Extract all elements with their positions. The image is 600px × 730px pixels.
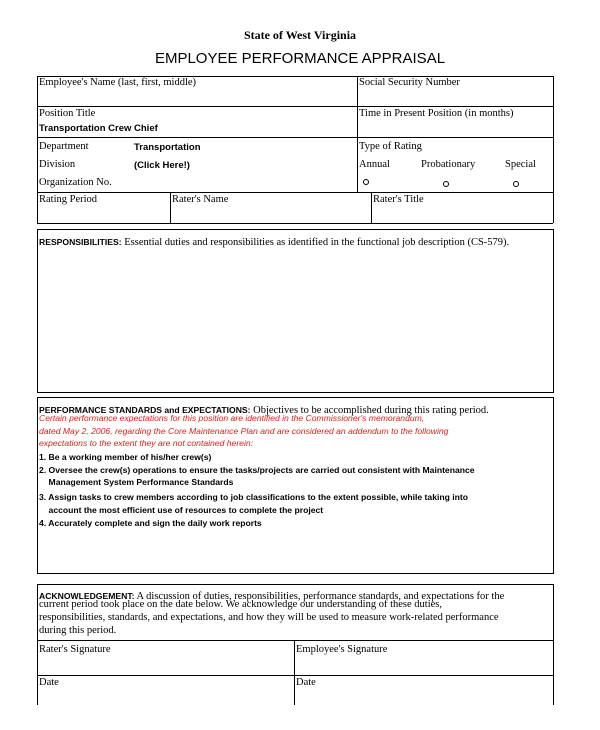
rating-type-special-label: Special (505, 159, 536, 170)
time-in-position-label: Time in Present Position (in months) (359, 108, 514, 119)
employees-signature-label: Employee's Signature (296, 644, 388, 655)
performance-intro: Objectives to be accomplished during this rating period. (250, 405, 489, 416)
acknowledgement-line-1: ACKNOWLEDGEMENT: A discussion of duties, responsibilities, performance standards, and expectations for the (39, 591, 505, 602)
organization-label: Organization No. (39, 177, 112, 188)
expectation-item-4: 4. Accurately complete and sign the daily work reports (39, 518, 262, 528)
expectation-item-2-cont: Management System Performance Standards (39, 477, 234, 487)
division-label: Division (39, 159, 76, 170)
department-value[interactable]: Transportation (134, 142, 201, 153)
probationary-radio[interactable] (443, 181, 449, 187)
department-label: Department (39, 141, 89, 152)
expectation-item-1: 1. Be a working member of his/her crew(s) (39, 452, 212, 462)
memo-note-line-3: expectations to the extent they are not contained herein: (39, 438, 254, 448)
employee-date-label: Date (296, 677, 316, 688)
responsibilities-box[interactable] (37, 229, 554, 393)
state-heading: State of West Virginia (243, 28, 357, 42)
rater-date-label: Date (39, 677, 59, 688)
type-of-rating-label: Type of Rating (359, 141, 422, 152)
special-radio[interactable] (513, 181, 519, 187)
ssn-label: Social Security Number (359, 77, 460, 88)
position-title-value[interactable]: Transportation Crew Chief (39, 123, 158, 134)
rating-period-label: Rating Period (39, 194, 98, 205)
rating-type-annual-label: Annual (359, 159, 390, 170)
annual-radio[interactable] (363, 179, 369, 185)
raters-name-label: Rater's Name (172, 194, 229, 205)
memo-note-line-2: dated May 2, 2006, regarding the Core Maintenance Plan and are considered an addendum to the following (39, 426, 449, 436)
raters-title-label: Rater's Title (373, 194, 424, 205)
division-value[interactable]: (Click Here!) (134, 160, 190, 171)
responsibilities-heading: RESPONSIBILITIES: (39, 237, 122, 247)
raters-signature-label: Rater's Signature (39, 644, 111, 655)
rating-type-probationary-label: Probationary (421, 159, 476, 170)
acknowledgement-line-4: during this period. (39, 625, 117, 636)
expectation-item-3-cont: account the most efficient use of resources to complete the project (39, 505, 324, 515)
position-title-label: Position Title (39, 108, 96, 119)
acknowledgement-line-2: current period took place on the date below. We acknowledge our understanding of these duties, (39, 599, 442, 610)
memo-note-line-1: Certain performance expectations for this position are identified in the Commissioner's memorandum, (39, 413, 425, 423)
performance-heading: PERFORMANCE STANDARDS and EXPECTATIONS: (39, 405, 251, 415)
form-title: EMPLOYEE PERFORMANCE APPRAISAL (154, 50, 446, 67)
acknowledgement-line-3: responsibilities, standards, and expectations, and how they will be used to measure work-related performance (39, 612, 499, 623)
responsibilities-text (39, 232, 509, 250)
expectation-item-3: 3. Assign tasks to crew members according to job classifications to the extent possible, while taking into (39, 492, 468, 502)
responsibilities-description: Essential duties and responsibilities as identified in the functional job description (CS-579). (121, 237, 510, 248)
expectation-item-2: 2. Oversee the crew(s) operations to ensure the tasks/projects are carried out consistent with Maintenance (39, 465, 475, 475)
employee-name-label: Employee's Name (last, first, middle) (39, 77, 197, 88)
acknowledgement-heading: ACKNOWLEDGEMENT: (39, 591, 135, 601)
